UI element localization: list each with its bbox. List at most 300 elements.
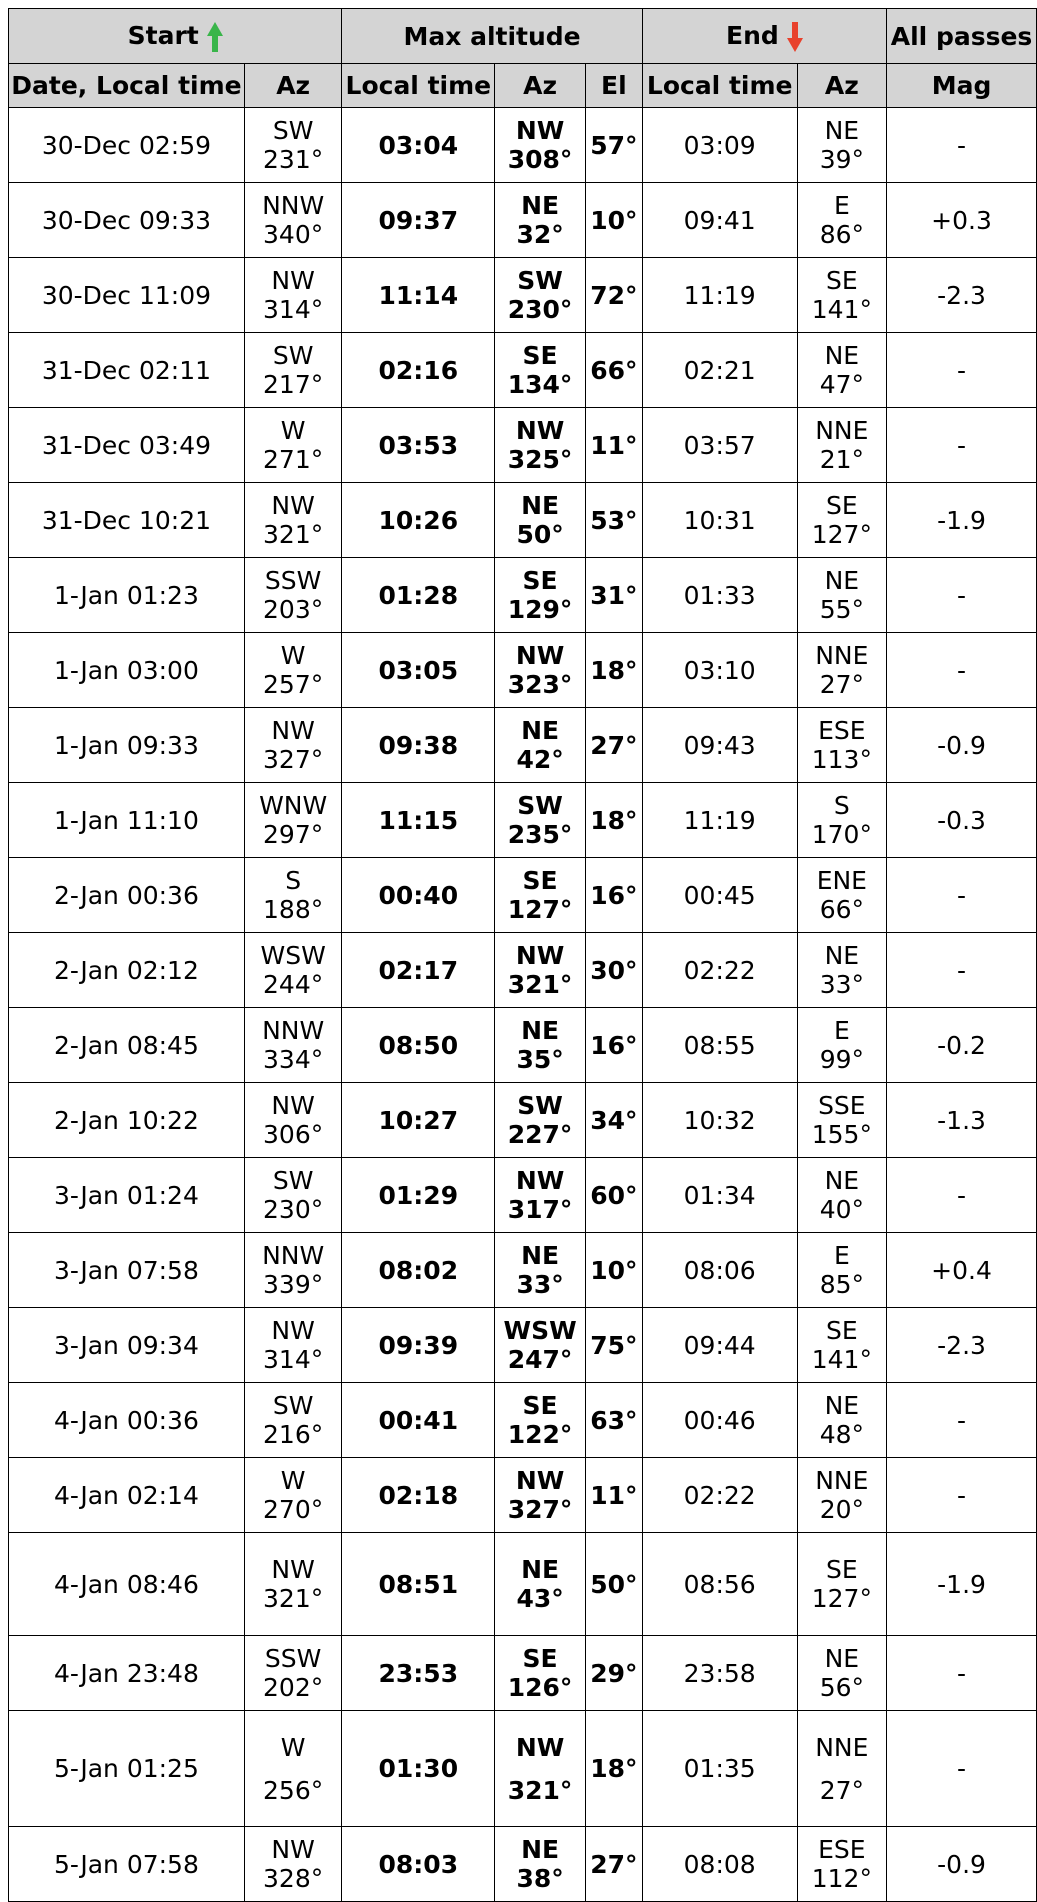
max-time-cell: 02:18 <box>342 1458 495 1533</box>
end-az-cell <box>797 858 886 933</box>
start-az-cell <box>244 1533 341 1636</box>
direction-label: SW <box>272 341 314 370</box>
degrees-label: 66° <box>819 895 864 924</box>
direction-label: W <box>280 1732 306 1762</box>
degrees-label: 231° <box>263 145 324 174</box>
start-time-cell: 4-Jan 00:36 <box>9 1383 245 1458</box>
end-az-cell <box>797 483 886 558</box>
start-time-cell: 2-Jan 10:22 <box>9 1083 245 1158</box>
end-header-label: End <box>726 20 779 50</box>
max-az-cell <box>495 633 586 708</box>
degrees-label: 314° <box>263 1345 324 1374</box>
start-time-cell: 31-Dec 02:11 <box>9 333 245 408</box>
degrees-label: 317° <box>507 1195 573 1224</box>
end-time-cell: 03:10 <box>642 633 797 708</box>
max-az-cell <box>495 1636 586 1711</box>
direction-label: SE <box>522 1391 558 1420</box>
direction-label: NW <box>515 1166 565 1195</box>
end-time-cell: 02:22 <box>642 1458 797 1533</box>
col-max-local-time: Local time <box>342 64 495 108</box>
end-time-cell: 11:19 <box>642 258 797 333</box>
start-az-cell <box>244 1636 341 1711</box>
max-el-cell: 31° <box>585 558 642 633</box>
green-up-arrow-icon <box>207 22 223 52</box>
table-row <box>9 1233 1037 1308</box>
start-az-cell <box>244 858 341 933</box>
col-end-local-time: Local time <box>642 64 797 108</box>
mag-cell: - <box>887 333 1037 408</box>
max-az-cell <box>495 333 586 408</box>
start-time-cell: 1-Jan 01:23 <box>9 558 245 633</box>
degrees-label: 327° <box>263 745 324 774</box>
mag-cell: -2.3 <box>887 1308 1037 1383</box>
direction-label: NNW <box>262 191 325 220</box>
degrees-label: 127° <box>811 1584 872 1613</box>
degrees-label: 20° <box>819 1495 864 1524</box>
max-az-cell <box>495 1008 586 1083</box>
direction-label: W <box>280 416 306 445</box>
end-az-cell <box>797 258 886 333</box>
col-mag: Mag <box>887 64 1037 108</box>
mag-cell: - <box>887 108 1037 183</box>
table-row <box>9 633 1037 708</box>
passes-table <box>8 8 1037 1902</box>
degrees-label: 35° <box>516 1045 564 1074</box>
direction-label: NNE <box>815 1732 869 1762</box>
direction-label: NE <box>521 491 560 520</box>
direction-label: NE <box>824 1391 860 1420</box>
start-group-header <box>9 9 342 64</box>
start-time-cell: 2-Jan 02:12 <box>9 933 245 1008</box>
degrees-label: 40° <box>819 1195 864 1224</box>
col-date-local-time: Date, Local time <box>9 64 245 108</box>
direction-label: E <box>833 191 850 220</box>
start-az-cell <box>244 1711 341 1827</box>
col-end-az: Az <box>797 64 886 108</box>
end-time-cell: 02:22 <box>642 933 797 1008</box>
max-az-cell <box>495 783 586 858</box>
direction-label: NW <box>515 1466 565 1495</box>
col-max-az: Az <box>495 64 586 108</box>
start-time-cell: 5-Jan 07:58 <box>9 1827 245 1902</box>
start-time-cell: 3-Jan 09:34 <box>9 1308 245 1383</box>
degrees-label: 27° <box>819 1775 864 1805</box>
degrees-label: 271° <box>263 445 324 474</box>
degrees-label: 325° <box>507 445 573 474</box>
direction-label: SE <box>522 1644 558 1673</box>
direction-label: SE <box>522 566 558 595</box>
degrees-label: 127° <box>811 520 872 549</box>
end-az-cell <box>797 933 886 1008</box>
direction-label: NW <box>515 641 565 670</box>
direction-label: NE <box>824 1644 860 1673</box>
end-time-cell: 23:58 <box>642 1636 797 1711</box>
max-el-cell: 11° <box>585 408 642 483</box>
max-az-cell <box>495 858 586 933</box>
direction-label: WSW <box>503 1316 577 1345</box>
direction-label: NE <box>824 116 860 145</box>
start-time-cell: 30-Dec 11:09 <box>9 258 245 333</box>
start-az-cell <box>244 333 341 408</box>
max-az-cell <box>495 1083 586 1158</box>
degrees-label: 55° <box>819 595 864 624</box>
direction-label: NW <box>515 116 565 145</box>
direction-label: NNE <box>815 416 869 445</box>
max-time-cell: 01:30 <box>342 1711 495 1827</box>
degrees-label: 56° <box>819 1673 864 1702</box>
direction-label: NW <box>515 1732 565 1762</box>
end-az-cell <box>797 1533 886 1636</box>
direction-label: NW <box>271 266 315 295</box>
direction-label: WSW <box>260 941 326 970</box>
direction-label: SE <box>826 266 858 295</box>
start-time-cell: 5-Jan 01:25 <box>9 1711 245 1827</box>
direction-label: SW <box>272 1391 314 1420</box>
table-row <box>9 558 1037 633</box>
degrees-label: 99° <box>819 1045 864 1074</box>
max-time-cell: 08:02 <box>342 1233 495 1308</box>
start-az-cell <box>244 1458 341 1533</box>
end-az-cell <box>797 1233 886 1308</box>
max-el-cell: 72° <box>585 258 642 333</box>
mag-cell: +0.3 <box>887 183 1037 258</box>
end-az-cell <box>797 1827 886 1902</box>
max-el-cell: 16° <box>585 1008 642 1083</box>
red-down-arrow-icon <box>787 22 803 52</box>
max-time-cell: 01:29 <box>342 1158 495 1233</box>
max-time-cell: 11:15 <box>342 783 495 858</box>
degrees-label: 112° <box>811 1864 872 1893</box>
max-time-cell: 02:17 <box>342 933 495 1008</box>
end-az-cell <box>797 1458 886 1533</box>
mag-cell: -1.9 <box>887 1533 1037 1636</box>
degrees-label: 230° <box>263 1195 324 1224</box>
start-az-cell <box>244 483 341 558</box>
direction-label: NNW <box>262 1241 325 1270</box>
max-el-cell: 30° <box>585 933 642 1008</box>
table-row <box>9 933 1037 1008</box>
direction-label: SE <box>826 491 858 520</box>
max-az-cell <box>495 708 586 783</box>
end-time-cell: 08:55 <box>642 1008 797 1083</box>
mag-cell: - <box>887 858 1037 933</box>
end-time-cell: 09:44 <box>642 1308 797 1383</box>
start-az-cell <box>244 783 341 858</box>
start-time-cell: 1-Jan 09:33 <box>9 708 245 783</box>
degrees-label: 257° <box>263 670 324 699</box>
direction-label: SE <box>826 1316 858 1345</box>
max-el-cell: 57° <box>585 108 642 183</box>
mag-cell: -1.9 <box>887 483 1037 558</box>
end-az-cell <box>797 708 886 783</box>
direction-label: SE <box>826 1555 858 1584</box>
start-az-cell <box>244 183 341 258</box>
degrees-label: 217° <box>263 370 324 399</box>
degrees-label: 155° <box>811 1120 872 1149</box>
end-az-cell <box>797 783 886 858</box>
max-az-cell <box>495 258 586 333</box>
max-time-cell: 03:04 <box>342 108 495 183</box>
max-el-cell: 66° <box>585 333 642 408</box>
mag-cell: - <box>887 1636 1037 1711</box>
start-time-cell: 2-Jan 08:45 <box>9 1008 245 1083</box>
end-time-cell: 01:33 <box>642 558 797 633</box>
table-row <box>9 1083 1037 1158</box>
degrees-label: 38° <box>516 1864 564 1893</box>
end-time-cell: 09:43 <box>642 708 797 783</box>
end-az-cell <box>797 1083 886 1158</box>
degrees-label: 141° <box>811 295 872 324</box>
max-el-cell: 27° <box>585 1827 642 1902</box>
max-az-cell <box>495 483 586 558</box>
degrees-label: 227° <box>507 1120 573 1149</box>
degrees-label: 202° <box>263 1673 324 1702</box>
direction-label: SW <box>517 266 563 295</box>
start-az-cell <box>244 1308 341 1383</box>
direction-label: NNE <box>815 641 869 670</box>
degrees-label: 113° <box>811 745 872 774</box>
max-time-cell: 00:41 <box>342 1383 495 1458</box>
start-az-cell <box>244 633 341 708</box>
start-time-cell: 31-Dec 03:49 <box>9 408 245 483</box>
mag-cell: - <box>887 1711 1037 1827</box>
direction-label: NNW <box>262 1016 325 1045</box>
degrees-label: 33° <box>516 1270 564 1299</box>
direction-label: NE <box>824 341 860 370</box>
degrees-label: 27° <box>819 670 864 699</box>
max-time-cell: 11:14 <box>342 258 495 333</box>
table-row <box>9 483 1037 558</box>
direction-label: NE <box>521 191 560 220</box>
max-az-cell <box>495 1458 586 1533</box>
max-el-cell: 10° <box>585 183 642 258</box>
table-row <box>9 1533 1037 1636</box>
start-time-cell: 3-Jan 07:58 <box>9 1233 245 1308</box>
degrees-label: 42° <box>516 745 564 774</box>
max-az-cell <box>495 1711 586 1827</box>
table-row <box>9 258 1037 333</box>
end-time-cell: 02:21 <box>642 333 797 408</box>
degrees-label: 85° <box>819 1270 864 1299</box>
direction-label: SW <box>517 791 563 820</box>
end-time-cell: 08:08 <box>642 1827 797 1902</box>
mag-cell: -0.2 <box>887 1008 1037 1083</box>
start-az-cell <box>244 258 341 333</box>
max-time-cell: 09:37 <box>342 183 495 258</box>
start-az-cell <box>244 1158 341 1233</box>
max-az-cell <box>495 1383 586 1458</box>
start-time-cell: 30-Dec 09:33 <box>9 183 245 258</box>
direction-label: NE <box>824 1166 860 1195</box>
end-az-cell <box>797 408 886 483</box>
degrees-label: 47° <box>819 370 864 399</box>
end-time-cell: 11:19 <box>642 783 797 858</box>
start-az-cell <box>244 558 341 633</box>
max-el-cell: 10° <box>585 1233 642 1308</box>
direction-label: NE <box>521 1555 560 1584</box>
col-start-az: Az <box>244 64 341 108</box>
direction-label: NE <box>521 1016 560 1045</box>
table-row <box>9 858 1037 933</box>
direction-label: NW <box>271 716 315 745</box>
table-row <box>9 1383 1037 1458</box>
all-passes-header: All passes <box>887 9 1037 64</box>
degrees-label: 122° <box>507 1420 573 1449</box>
direction-label: SW <box>272 116 314 145</box>
table-row <box>9 1308 1037 1383</box>
table-row <box>9 1158 1037 1233</box>
end-time-cell: 09:41 <box>642 183 797 258</box>
max-el-cell: 11° <box>585 1458 642 1533</box>
direction-label: W <box>280 641 306 670</box>
max-az-cell <box>495 558 586 633</box>
direction-label: SW <box>517 1091 563 1120</box>
table-row <box>9 1711 1037 1827</box>
start-time-cell: 1-Jan 11:10 <box>9 783 245 858</box>
max-time-cell: 10:27 <box>342 1083 495 1158</box>
end-time-cell: 10:31 <box>642 483 797 558</box>
start-az-cell <box>244 933 341 1008</box>
degrees-label: 188° <box>263 895 324 924</box>
table-row <box>9 1827 1037 1902</box>
start-az-cell <box>244 708 341 783</box>
degrees-label: 43° <box>516 1584 564 1613</box>
max-el-cell: 18° <box>585 633 642 708</box>
direction-label: NW <box>271 1316 315 1345</box>
end-az-cell <box>797 633 886 708</box>
max-time-cell: 02:16 <box>342 333 495 408</box>
end-group-header <box>642 9 886 64</box>
end-time-cell: 03:09 <box>642 108 797 183</box>
degrees-label: 308° <box>507 145 573 174</box>
table-row <box>9 1458 1037 1533</box>
max-el-cell: 16° <box>585 858 642 933</box>
degrees-label: 321° <box>263 520 324 549</box>
table-row <box>9 1008 1037 1083</box>
mag-cell: -0.9 <box>887 1827 1037 1902</box>
degrees-label: 314° <box>263 295 324 324</box>
table-row <box>9 333 1037 408</box>
degrees-label: 141° <box>811 1345 872 1374</box>
max-time-cell: 08:50 <box>342 1008 495 1083</box>
degrees-label: 134° <box>507 370 573 399</box>
degrees-label: 297° <box>263 820 324 849</box>
degrees-label: 306° <box>263 1120 324 1149</box>
degrees-label: 235° <box>507 820 573 849</box>
end-az-cell <box>797 1308 886 1383</box>
max-el-cell: 75° <box>585 1308 642 1383</box>
degrees-label: 32° <box>516 220 564 249</box>
degrees-label: 321° <box>507 970 573 999</box>
table-row <box>9 108 1037 183</box>
direction-label: NW <box>271 1555 315 1584</box>
direction-label: SE <box>522 866 558 895</box>
end-time-cell: 00:45 <box>642 858 797 933</box>
start-time-cell: 30-Dec 02:59 <box>9 108 245 183</box>
start-time-cell: 31-Dec 10:21 <box>9 483 245 558</box>
degrees-label: 340° <box>263 220 324 249</box>
start-az-cell <box>244 1008 341 1083</box>
start-az-cell <box>244 1827 341 1902</box>
end-time-cell: 08:56 <box>642 1533 797 1636</box>
direction-label: ENE <box>816 866 867 895</box>
mag-cell: - <box>887 558 1037 633</box>
degrees-label: 256° <box>263 1775 324 1805</box>
degrees-label: 339° <box>263 1270 324 1299</box>
degrees-label: 230° <box>507 295 573 324</box>
max-time-cell: 01:28 <box>342 558 495 633</box>
start-az-cell <box>244 1083 341 1158</box>
table-row <box>9 183 1037 258</box>
degrees-label: 129° <box>507 595 573 624</box>
max-el-cell: 27° <box>585 708 642 783</box>
start-time-cell: 4-Jan 23:48 <box>9 1636 245 1711</box>
degrees-label: 127° <box>507 895 573 924</box>
end-time-cell: 08:06 <box>642 1233 797 1308</box>
degrees-label: 323° <box>507 670 573 699</box>
max-altitude-group-header: Max altitude <box>342 9 642 64</box>
degrees-label: 328° <box>263 1864 324 1893</box>
max-az-cell <box>495 1533 586 1636</box>
mag-cell: - <box>887 1158 1037 1233</box>
direction-label: WNW <box>259 791 328 820</box>
degrees-label: 86° <box>819 220 864 249</box>
mag-cell: - <box>887 408 1037 483</box>
direction-label: SSW <box>264 566 322 595</box>
direction-label: NE <box>521 716 560 745</box>
degrees-label: 48° <box>819 1420 864 1449</box>
table-row <box>9 408 1037 483</box>
end-az-cell <box>797 1383 886 1458</box>
direction-label: NW <box>271 491 315 520</box>
table-row <box>9 783 1037 858</box>
direction-label: NW <box>515 941 565 970</box>
end-az-cell <box>797 183 886 258</box>
direction-label: SW <box>272 1166 314 1195</box>
max-az-cell <box>495 933 586 1008</box>
start-time-cell: 3-Jan 01:24 <box>9 1158 245 1233</box>
direction-label: ESE <box>818 716 866 745</box>
degrees-label: 39° <box>819 145 864 174</box>
direction-label: NW <box>271 1091 315 1120</box>
end-az-cell <box>797 108 886 183</box>
mag-cell: -2.3 <box>887 258 1037 333</box>
max-time-cell: 03:05 <box>342 633 495 708</box>
max-time-cell: 09:38 <box>342 708 495 783</box>
start-az-cell <box>244 1383 341 1458</box>
direction-label: SSE <box>818 1091 866 1120</box>
start-time-cell: 4-Jan 02:14 <box>9 1458 245 1533</box>
degrees-label: 33° <box>819 970 864 999</box>
max-az-cell <box>495 1158 586 1233</box>
mag-cell: +0.4 <box>887 1233 1037 1308</box>
direction-label: S <box>833 791 850 820</box>
degrees-label: 244° <box>263 970 324 999</box>
end-az-cell <box>797 333 886 408</box>
mag-cell: - <box>887 933 1037 1008</box>
end-az-cell <box>797 1008 886 1083</box>
degrees-label: 203° <box>263 595 324 624</box>
direction-label: SE <box>522 341 558 370</box>
max-time-cell: 08:51 <box>342 1533 495 1636</box>
degrees-label: 327° <box>507 1495 573 1524</box>
direction-label: S <box>285 866 302 895</box>
col-max-el: El <box>585 64 642 108</box>
max-az-cell <box>495 1827 586 1902</box>
max-time-cell: 23:53 <box>342 1636 495 1711</box>
end-az-cell <box>797 1636 886 1711</box>
end-time-cell: 01:34 <box>642 1158 797 1233</box>
